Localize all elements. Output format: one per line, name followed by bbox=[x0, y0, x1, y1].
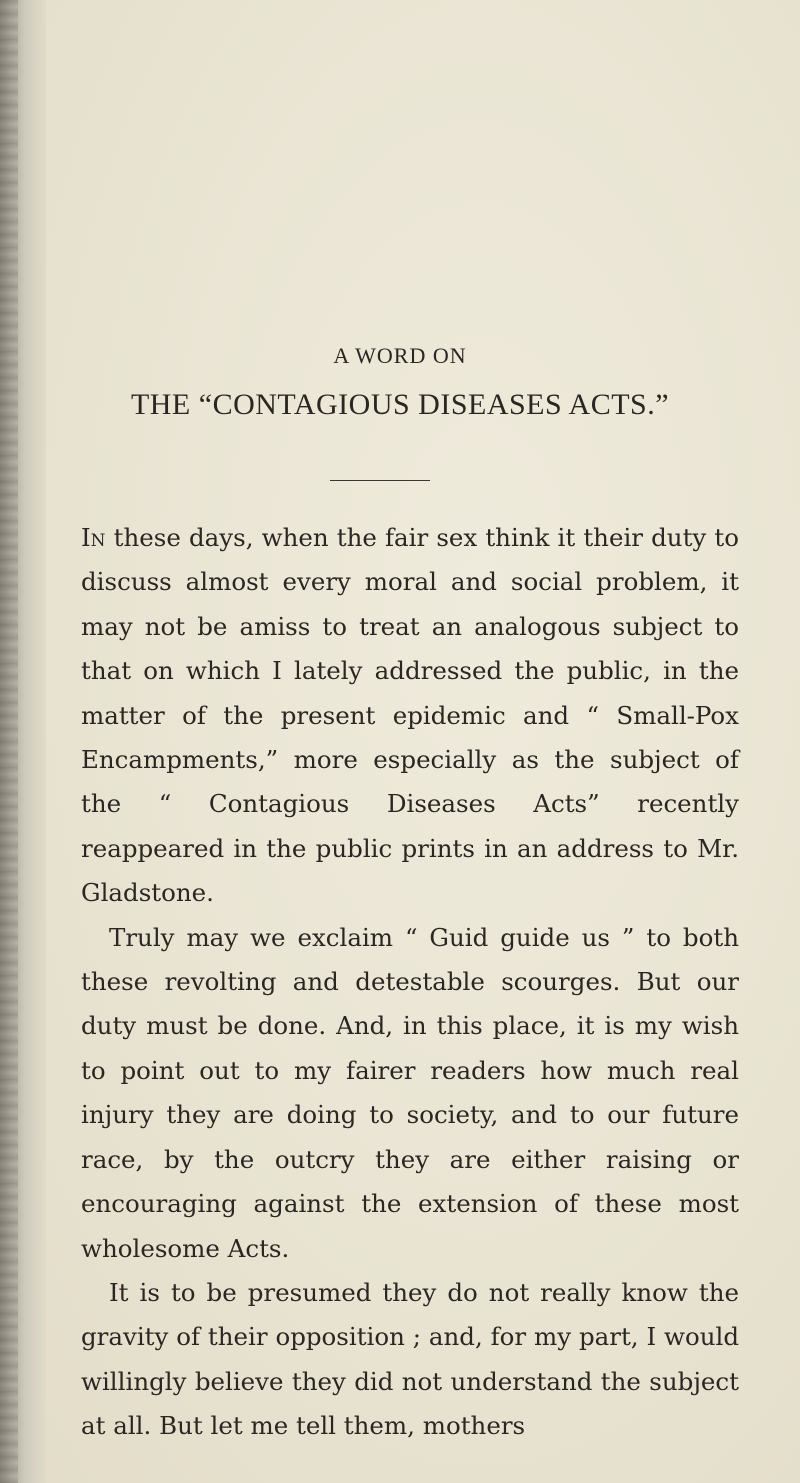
section-kicker: A WORD ON bbox=[333, 343, 467, 368]
page-title: THE “CONTAGIOUS DISEASES ACTS.” bbox=[130, 388, 670, 421]
paragraph-1 bbox=[81, 516, 739, 916]
paragraph-3: It is to be presumed they do not really know the gravity of their opposition ; and, for my part, I would willingly believe they did not understand the subject at all. But let me tell them, mothers bbox=[81, 1277, 739, 1441]
opening-word: In bbox=[81, 523, 106, 552]
binding-shadow bbox=[0, 0, 18, 1483]
paragraph-1-text: these days, when the fair sex think it their duty to discuss almost every moral and social problem, it may not be amiss to treat an analogous subject to that on which I lately addressed the public, in the matter of the present epidemic and “ Small-Pox Encampments,” more especially as the subject of the “ Contagious Diseases Acts” recently reappeared in the public prints in an address to Mr. Gladstone. bbox=[81, 523, 739, 908]
binding-gutter bbox=[0, 0, 46, 1483]
title-divider bbox=[330, 480, 430, 481]
paragraph-2: Truly may we exclaim “ Guid guide us ” to both these revolting and detestable scourges. But our duty must be done. And, in this place, it is my wish to point out to my fairer readers how much real injury they are doing to society, and to our future race, by the outcry they are either raising or encouraging against the extension of these most wholesome Acts. bbox=[81, 922, 739, 1263]
body-text bbox=[81, 516, 739, 1449]
